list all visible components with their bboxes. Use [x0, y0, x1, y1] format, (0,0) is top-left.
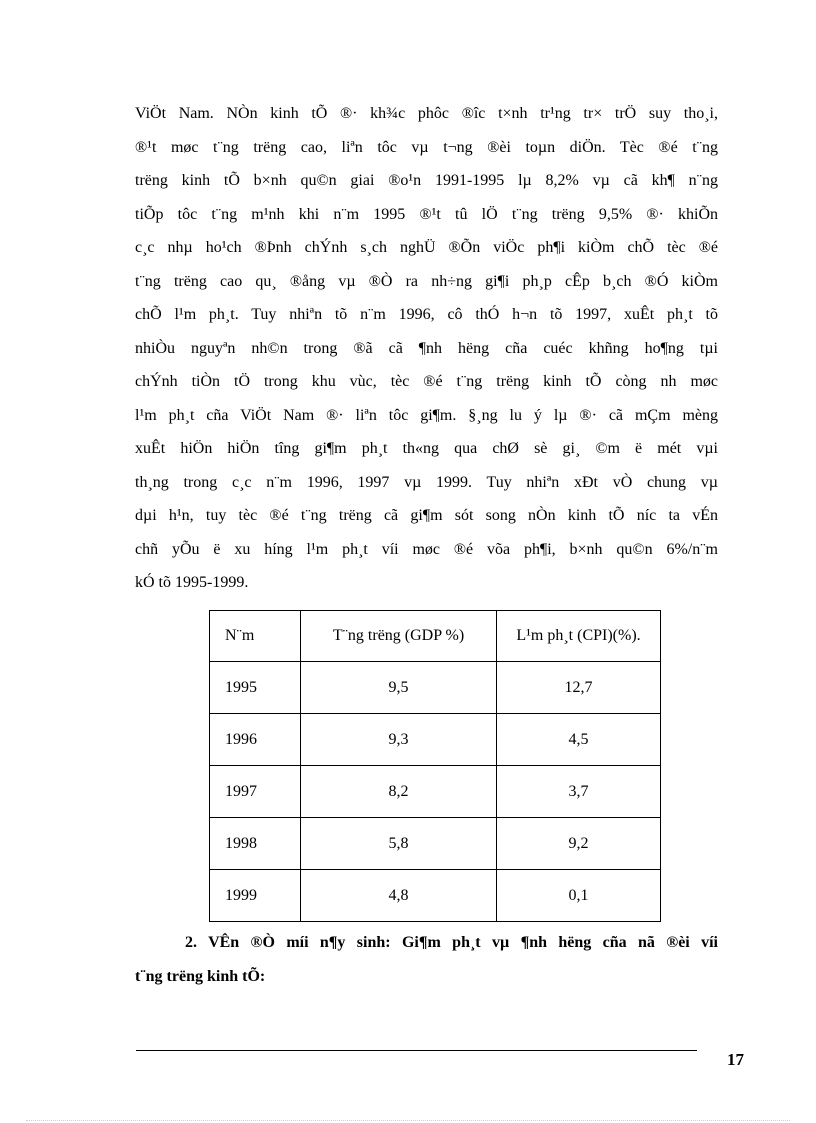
table-row [210, 870, 661, 922]
page-number: 17 [727, 1050, 744, 1069]
body-line: kÓ tõ 1995-1999. [135, 574, 249, 591]
year-cell: 1998 [210, 818, 301, 870]
footer-divider [136, 1050, 697, 1051]
section-heading [135, 926, 718, 993]
cpi-inflation-cell: 3,7 [497, 766, 661, 818]
body-line: th¸ng trong c¸c n¨m 1996, 1997 vµ 1999. Tuy nhiªn xÐt vÒ chung vµ [135, 473, 718, 491]
body-line: t¨ng trëng cao qu¸ ®ång vµ ®Ò ra nh÷ng gi¶i ph¸p cÊp b¸ch ®Ó kiÒm [135, 272, 718, 290]
year-cell: 1999 [210, 870, 301, 922]
page-edge-divider [26, 1120, 790, 1121]
body-line: chÝnh tiÒn tÖ trong khu vùc, tèc ®é t¨ng trëng kinh tÕ còng nh møc [135, 373, 718, 390]
gdp-growth-cell: 4,8 [301, 870, 497, 922]
body-line: trëng kinh tÕ b×nh qu©n giai ®o¹n 1991-1995 lµ 8,2% vµ cã kh¶ n¨ng [135, 172, 718, 189]
year-cell: 1996 [210, 714, 301, 766]
year-cell: 1997 [210, 766, 301, 818]
section-heading-line: 2. VÊn ®Ò míi n¶y sinh: Gi¶m ph¸t vµ ¶nh hëng cña nã ®èi víi [185, 934, 718, 951]
cpi-inflation-cell: 9,2 [497, 818, 661, 870]
table-row [210, 818, 661, 870]
body-line: ®¹t møc t¨ng trëng cao, liªn tôc vµ t¬ng ®èi toµn diÖn. Tèc ®é t¨ng [135, 138, 718, 156]
column-header-cpi-inflation: L¹m ph¸t (CPI)(%). [497, 611, 661, 662]
table-row [210, 766, 661, 818]
table-row [210, 662, 661, 714]
table-row [210, 714, 661, 766]
body-line: ViÖt Nam. NÒn kinh tÕ ®· kh¾c phôc ®îc t×nh tr¹ng tr× trÖ suy tho¸i, [135, 105, 718, 122]
body-paragraph [135, 97, 718, 600]
body-line: dµi h¹n, tuy tèc ®é t¨ng trëng cã gi¶m sót song nÒn kinh tÕ níc ta vÉn [135, 507, 718, 524]
cpi-inflation-cell: 12,7 [497, 662, 661, 714]
column-header-year: N¨m [210, 611, 301, 662]
body-line: xuÊt hiÖn hiÖn tîng gi¶m ph¸t th«ng qua chØ sè gi¸ ©m ë mét vµi [135, 440, 718, 457]
section-heading-line: t¨ng trëng kinh tÕ: [135, 967, 266, 985]
growth-inflation-table [209, 610, 661, 922]
gdp-growth-cell: 8,2 [301, 766, 497, 818]
cpi-inflation-cell: 4,5 [497, 714, 661, 766]
gdp-growth-cell: 9,3 [301, 714, 497, 766]
gdp-growth-cell: 5,8 [301, 818, 497, 870]
body-line: tiÕp tôc t¨ng m¹nh khi n¨m 1995 ®¹t tû lÖ t¨ng trëng 9,5% ®· khiÕn [135, 205, 718, 223]
column-header-gdp-growth: T¨ng trëng (GDP %) [301, 611, 497, 662]
year-cell: 1995 [210, 662, 301, 714]
gdp-growth-cell: 9,5 [301, 662, 497, 714]
cpi-inflation-cell: 0,1 [497, 870, 661, 922]
table-header-row [210, 611, 661, 662]
body-line: l¹m ph¸t cña ViÖt Nam ®· liªn tôc gi¶m. §¸ng lu ý lµ ®· cã mÇm mèng [135, 406, 718, 424]
body-line: chÕ l¹m ph¸t. Tuy nhiªn tõ n¨m 1996, cô thÓ h¬n tõ 1997, xuÊt ph¸t tõ [135, 306, 718, 323]
body-line: chñ yÕu ë xu híng l¹m ph¸t víi møc ®é võa ph¶i, b×nh qu©n 6%/n¨m [135, 540, 718, 558]
body-line: nhiÒu nguyªn nh©n trong ®ã cã ¶nh hëng cña cuéc khñng ho¶ng tµi [135, 339, 718, 357]
body-line: c¸c nhµ ho¹ch ®Þnh chÝnh s¸ch nghÜ ®Õn viÖc ph¶i kiÒm chÕ tèc ®é [135, 239, 718, 256]
